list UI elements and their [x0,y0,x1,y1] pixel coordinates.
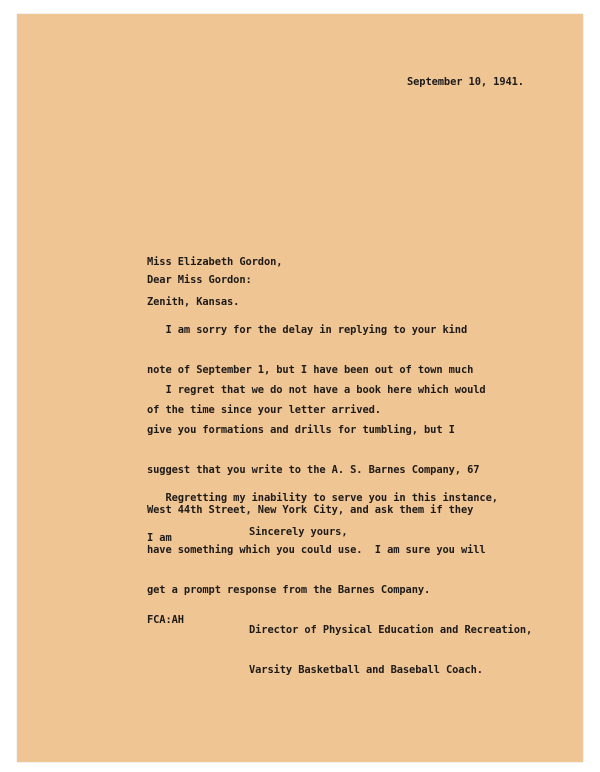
closing: Sincerely yours, [249,526,348,538]
body-line: I regret that we do not have a book here which would [147,384,486,396]
recipient-name: Miss Elizabeth Gordon, [147,256,283,268]
body-line: I am sorry for the delay in replying to your kind [147,324,468,336]
signature-title-line: Director of Physical Education and Recreation, [249,624,533,636]
body-line: get a prompt response from the Barnes Company. [147,584,431,596]
body-paragraph-3 [147,466,498,570]
body-line: I am [147,532,172,544]
letter-date: September 10, 1941. [407,76,524,88]
signature-title-line: Varsity Basketball and Baseball Coach. [249,664,483,676]
body-line: West 44th Street, New York City, and ask them if they [147,504,474,516]
body-line: suggest that you write to the A. S. Barnes Company, 67 [147,464,480,476]
body-line: of the time since your letter arrived. [147,404,381,416]
body-line: Regretting my inability to serve you in this instance, [147,492,498,504]
letter-page [17,14,583,762]
body-line: note of September 1, but I have been out of town much [147,364,474,376]
body-line: have something which you could use. I am sure you will [147,544,486,556]
recipient-location: Zenith, Kansas. [147,296,240,308]
typist-initials: FCA:AH [147,614,184,626]
signature-title [249,598,532,702]
salutation: Dear Miss Gordon: [147,274,252,286]
body-line: give you formations and drills for tumbling, but I [147,424,455,436]
